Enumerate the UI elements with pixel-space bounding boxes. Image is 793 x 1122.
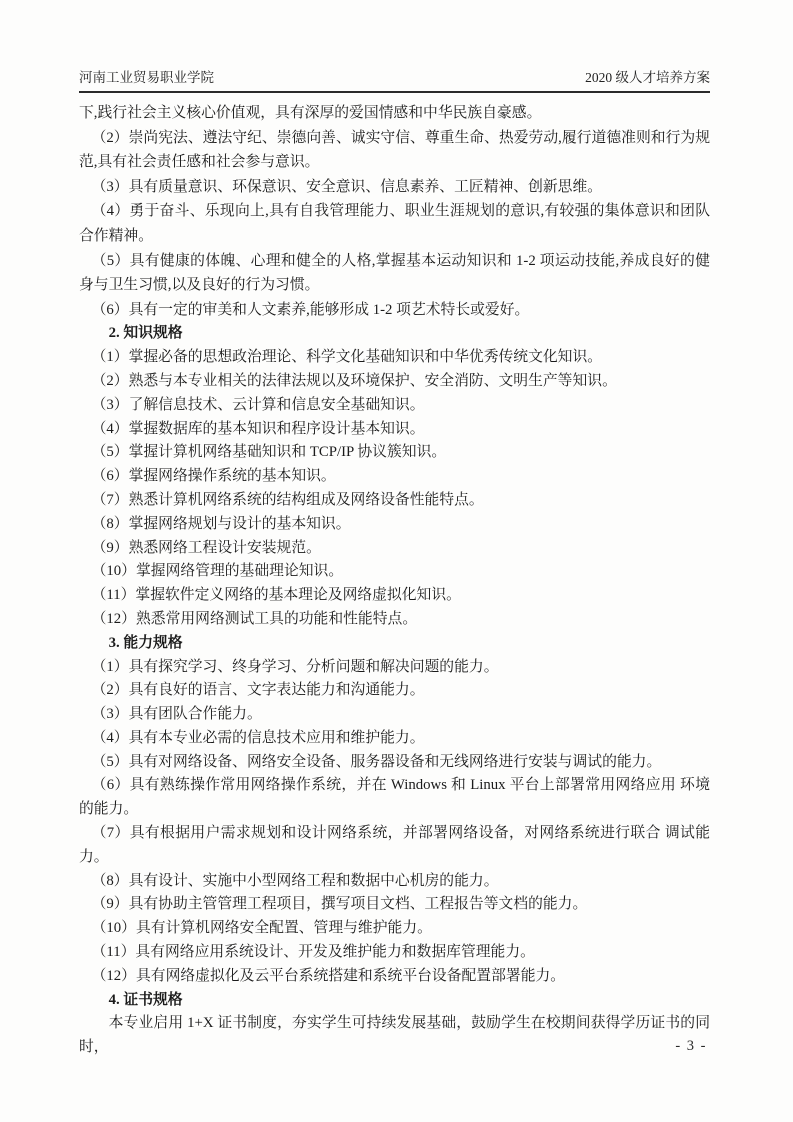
paragraph: （6）具有熟练操作常用网络操作系统，并在 Windows 和 Linux 平台上部署常用网络应用 环境的能力。 (79, 777, 710, 818)
paragraph: （2）具有良好的语言、文字表达能力和沟通能力。 (91, 682, 425, 699)
paragraph: （11）具有网络应用系统设计、开发及维护能力和数据库管理能力。 (91, 944, 535, 961)
paragraph: （10）具有计算机网络安全配置、管理与维护能力。 (91, 920, 432, 937)
paragraph: （9）熟悉网络工程设计安装规范。 (91, 539, 321, 556)
paragraph: （2）崇尚宪法、遵法守纪、崇德向善、诚实守信、尊重生命、热爱劳动,履行道德准则和行为规范,具有社会责任感和社会参与意识。 (79, 129, 710, 171)
paragraph: （10）掌握网络管理的基础理论知识。 (91, 563, 344, 580)
paragraph: （6）掌握网络操作系统的基本知识。 (91, 468, 336, 485)
paragraph: （7）具有根据用户需求规划和设计网络系统，并部署网络设备，对网络系统进行联合 调试能力。 (79, 825, 710, 865)
paragraph: （1）具有探究学习、终身学习、分析问题和解决问题的能力。 (91, 658, 499, 675)
paragraph: （3）了解信息技术、云计算和信息安全基础知识。 (91, 396, 425, 413)
paragraph: （2）熟悉与本专业相关的法律法规以及环境保护、安全消防、文明生产等知识。 (91, 372, 617, 389)
section-heading: 2. 知识规格 (108, 325, 183, 342)
paragraph: （7）熟悉计算机网络系统的结构组成及网络设备性能特点。 (91, 491, 484, 508)
paragraph: （3）具有团队合作能力。 (91, 706, 262, 723)
paragraph: （12）熟悉常用网络测试工具的功能和性能特点。 (91, 610, 418, 627)
paragraph: （8）具有设计、实施中小型网络工程和数据中心机房的能力。 (91, 872, 499, 889)
page-header (79, 0, 710, 93)
section-heading: 4. 证书规格 (108, 991, 183, 1008)
paragraph: 本专业启用 1+X 证书制度，夯实学生可持续发展基础，鼓励学生在校期间获得学历证书的同时， (79, 1015, 710, 1056)
header-school-name: 河南工业贸易职业学院 (79, 70, 214, 85)
paragraph: 下,践行社会主义核心价值观，具有深厚的爱国情感和中华民族自豪感。 (79, 105, 542, 121)
paragraph: （8）掌握网络规划与设计的基本知识。 (91, 515, 351, 532)
paragraph: （3）具有质量意识、环保意识、安全意识、信息素养、工匠精神、创新思维。 (91, 178, 603, 195)
paragraph: （1）掌握必备的思想政治理论、科学文化基础知识和中华优秀传统文化知识。 (91, 349, 603, 366)
paragraph: （6）具有一定的审美和人文素养,能够形成 1-2 项艺术特长或爱好。 (91, 301, 530, 318)
paragraph: （4）勇于奋斗、乐现向上,具有自我管理能力、职业生涯规划的意识,有较强的集体意识和团队合作精神。 (79, 203, 710, 244)
page-number: - 3 - (675, 1038, 707, 1054)
document-body (79, 101, 710, 1060)
paragraph: （5）掌握计算机网络基础知识和 TCP/IP 协议簇知识。 (91, 444, 447, 461)
paragraph: （4）具有本专业必需的信息技术应用和维护能力。 (91, 729, 425, 746)
section-heading: 3. 能力规格 (108, 634, 183, 651)
paragraph: （5）具有健康的体魄、心理和健全的人格,掌握基本运动知识和 1-2 项运动技能,养成良好的健身与卫生习惯,以及良好的行为习惯。 (79, 252, 710, 294)
header-doc-title: 2020 级人才培养方案 (585, 70, 710, 85)
paragraph: （9）具有协助主管管理工程项目，撰写项目文档、工程报告等文档的能力。 (91, 896, 588, 913)
paragraph: （12）具有网络虚拟化及云平台系统搭建和系统平台设备配置部署能力。 (91, 967, 566, 984)
paragraph: （11）掌握软件定义网络的基本理论及网络虚拟化知识。 (91, 587, 461, 604)
paragraph: （5）具有对网络设备、网络安全设备、服务器设备和无线网络进行安装与调试的能力。 (91, 753, 662, 770)
paragraph: （4）掌握数据库的基本知识和程序设计基本知识。 (91, 420, 425, 437)
